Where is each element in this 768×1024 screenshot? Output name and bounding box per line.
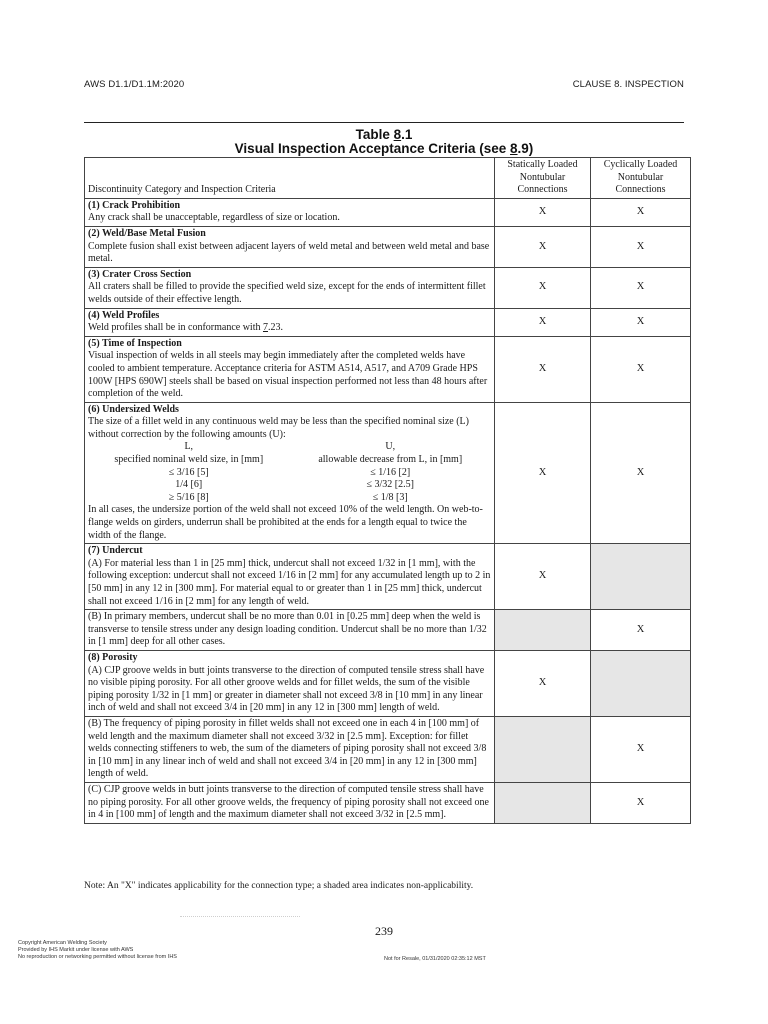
criteria-cell	[85, 610, 495, 651]
criteria-cell	[85, 336, 495, 402]
table-row	[85, 198, 691, 226]
criteria-cell	[85, 716, 495, 782]
category-title: (2) Weld/Base Metal Fusion	[88, 227, 206, 239]
criteria-cell	[85, 198, 495, 226]
criteria-text: All craters shall be filled to provide the specified weld size, except for the ends of intermittent fillet welds outside of their effective length.	[88, 281, 486, 305]
static-applicability: X	[495, 226, 591, 267]
static-applicability: X	[495, 402, 591, 544]
header-rule	[84, 122, 684, 123]
l-column-label: specified nominal weld size, in [mm]	[114, 454, 264, 466]
static-applicability: X	[495, 267, 591, 308]
cyclic-applicability: X	[591, 198, 691, 226]
column-header-static: Statically Loaded Nontubular Connections	[495, 158, 591, 199]
cyclic-not-applicable-shade	[591, 544, 691, 610]
criteria-cell	[85, 650, 495, 716]
u-value: ≤ 3/32 [2.5]	[366, 479, 414, 491]
l-value: 1/4 [6]	[175, 479, 203, 491]
table-row	[85, 650, 691, 716]
table-row	[85, 782, 691, 823]
static-not-applicable-shade	[495, 610, 591, 651]
column-header-category: Discontinuity Category and Inspection Criteria	[85, 158, 495, 199]
criteria-cell	[85, 544, 495, 610]
static-applicability: X	[495, 544, 591, 610]
criteria-text-after: In all cases, the undersize portion of the weld shall not exceed 10% of the weld length. On web-to-flange welds on girders, underrun shall be prohibited at the ends for a length equal to twice the width of the flange.	[88, 504, 483, 541]
criteria-cell	[85, 308, 495, 336]
running-header-right: CLAUSE 8. INSPECTION	[572, 79, 684, 90]
static-applicability: X	[495, 650, 591, 716]
table-row	[85, 716, 691, 782]
table-row	[85, 308, 691, 336]
criteria-text: Visual inspection of welds in all steels may begin immediately after the completed welds have cooled to ambient temperature. Acceptance criteria for ASTM A514, A517, and A709 Grade HPS 100W [HPS 690W] steels shall be based on visual inspection performed not less than 48 hours after completion of the weld.	[88, 350, 488, 400]
undersize-allowance-table	[88, 441, 491, 504]
table-header-row	[85, 158, 691, 199]
cyclic-applicability: X	[591, 402, 691, 544]
category-title: (6) Undersized Welds	[88, 403, 179, 415]
u-value: ≤ 1/16 [2]	[370, 466, 411, 478]
criteria-text: (A) For material less than 1 in [25 mm] thick, undercut shall not exceed 1/32 in [1 mm], with the following exception: undercut shall not exceed 1/16 in [2 mm] for any accumulated length up to 2 in [50 mm] in any 12 in [300 mm]. For material equal to or greater than 1 in [25 mm] thick, undercut shall not exceed 1/16 in [2 mm] for any length of weld.	[88, 557, 491, 607]
u-symbol: U,	[385, 441, 396, 453]
static-not-applicable-shade	[495, 782, 591, 823]
criteria-cell	[85, 267, 495, 308]
copyright-notice: Copyright American Welding Society Provided by IHS Markit under license with AWS No reproduction or networking permitted without license from IHS	[18, 940, 177, 960]
criteria-text: The size of a fillet weld in any continuous weld may be less than the specified nominal size (L) without correction by the following amounts (U):	[88, 416, 469, 440]
static-applicability: X	[495, 198, 591, 226]
criteria-text: Complete fusion shall exist between adjacent layers of weld metal and between weld metal and base metal.	[88, 240, 490, 265]
running-header-left: AWS D1.1/D1.1M:2020	[84, 79, 185, 90]
u-value: ≤ 1/8 [3]	[372, 491, 408, 503]
cyclic-applicability: X	[591, 226, 691, 267]
criteria-text: Weld profiles shall be in conformance with 7.23.	[88, 322, 283, 334]
cyclic-applicability: X	[591, 782, 691, 823]
table-row	[85, 402, 691, 544]
u-column-label: allowable decrease from L, in [mm]	[318, 454, 463, 466]
category-title: (4) Weld Profiles	[88, 309, 160, 321]
table-title-ref[interactable]: 8	[393, 127, 402, 142]
criteria-text: (C) CJP groove welds in butt joints transverse to the direction of computed tensile stress shall have no piping porosity. For all other groove welds, the frequency of piping porosity shall not exceed one in 4 in [100 mm] of length and the maximum diameter shall not exceed 3/32 in [2.5 mm].	[88, 783, 489, 821]
category-title: (1) Crack Prohibition	[88, 199, 181, 211]
table-subtitle: Visual Inspection Acceptance Criteria (see 8.9)	[234, 141, 534, 156]
table-note: Note: An "X" indicates applicability for the connection type; a shaded area indicates non-applicability.	[84, 881, 474, 891]
acceptance-criteria-table	[84, 157, 691, 824]
subtitle-clause-ref[interactable]: 8	[510, 141, 518, 156]
criteria-cell	[85, 226, 495, 267]
l-value: ≥ 5/16 [8]	[168, 491, 209, 503]
static-applicability: X	[495, 308, 591, 336]
faint-scan-mark	[180, 916, 300, 919]
static-applicability: X	[495, 336, 591, 402]
cyclic-applicability: X	[591, 716, 691, 782]
category-title: (5) Time of Inspection	[88, 337, 182, 349]
criteria-text: Any crack shall be unacceptable, regardless of size or location.	[88, 212, 340, 224]
table-title: Table 8.1	[355, 127, 413, 142]
table-row	[85, 226, 691, 267]
clause-ref-link[interactable]: 7	[262, 322, 268, 334]
criteria-text: (B) The frequency of piping porosity in fillet welds shall not exceed one in each 4 in [100 mm] of weld length and the maximum diameter shall not exceed 3/32 in [2.5 mm]. Exception: for fillet welds connecting stiffeners to web, the sum of the diameters of piping porosity shall not exceed 3/8 in [10 mm] in any linear inch of weld and shall not exceed 3/4 in [20 mm] in any 12 in [300 mm] length of weld.	[88, 717, 487, 780]
static-not-applicable-shade	[495, 716, 591, 782]
page-number: 239	[375, 924, 393, 938]
criteria-text: (B) In primary members, undercut shall be no more than 0.01 in [0.25 mm] deep when the weld is transverse to tensile stress under any design loading condition. Undercut shall be no more than 1/32 in [1 mm] deep for all other cases.	[88, 611, 487, 648]
criteria-text: (A) CJP groove welds in butt joints transverse to the direction of computed tensile stress shall have no visible piping porosity. For all other groove welds and for fillet welds, the sum of the visible piping porosity 1/32 in [1 mm] or greater in diameter shall not exceed 3/8 in [10 mm] in any linear inch of weld and shall not exceed 3/4 in [20 mm] in any 12 in [300 mm] length of weld.	[88, 664, 485, 714]
l-value: ≤ 3/16 [5]	[168, 466, 209, 478]
criteria-cell	[85, 402, 495, 544]
cyclic-applicability: X	[591, 610, 691, 651]
category-title: (7) Undercut	[88, 545, 143, 557]
cyclic-applicability: X	[591, 308, 691, 336]
table-row	[85, 610, 691, 651]
cyclic-applicability: X	[591, 336, 691, 402]
table-row	[85, 544, 691, 610]
table-row	[85, 336, 691, 402]
table-row	[85, 267, 691, 308]
cyclic-applicability: X	[591, 267, 691, 308]
category-title: (3) Crater Cross Section	[88, 268, 192, 280]
criteria-cell	[85, 782, 495, 823]
resale-notice: Not for Resale, 01/31/2020 02:35:12 MST	[384, 956, 486, 962]
column-header-cyclic: Cyclically Loaded Nontubular Connections	[591, 158, 691, 199]
l-symbol: L,	[184, 441, 194, 453]
cyclic-not-applicable-shade	[591, 650, 691, 716]
category-title: (8) Porosity	[88, 651, 138, 663]
